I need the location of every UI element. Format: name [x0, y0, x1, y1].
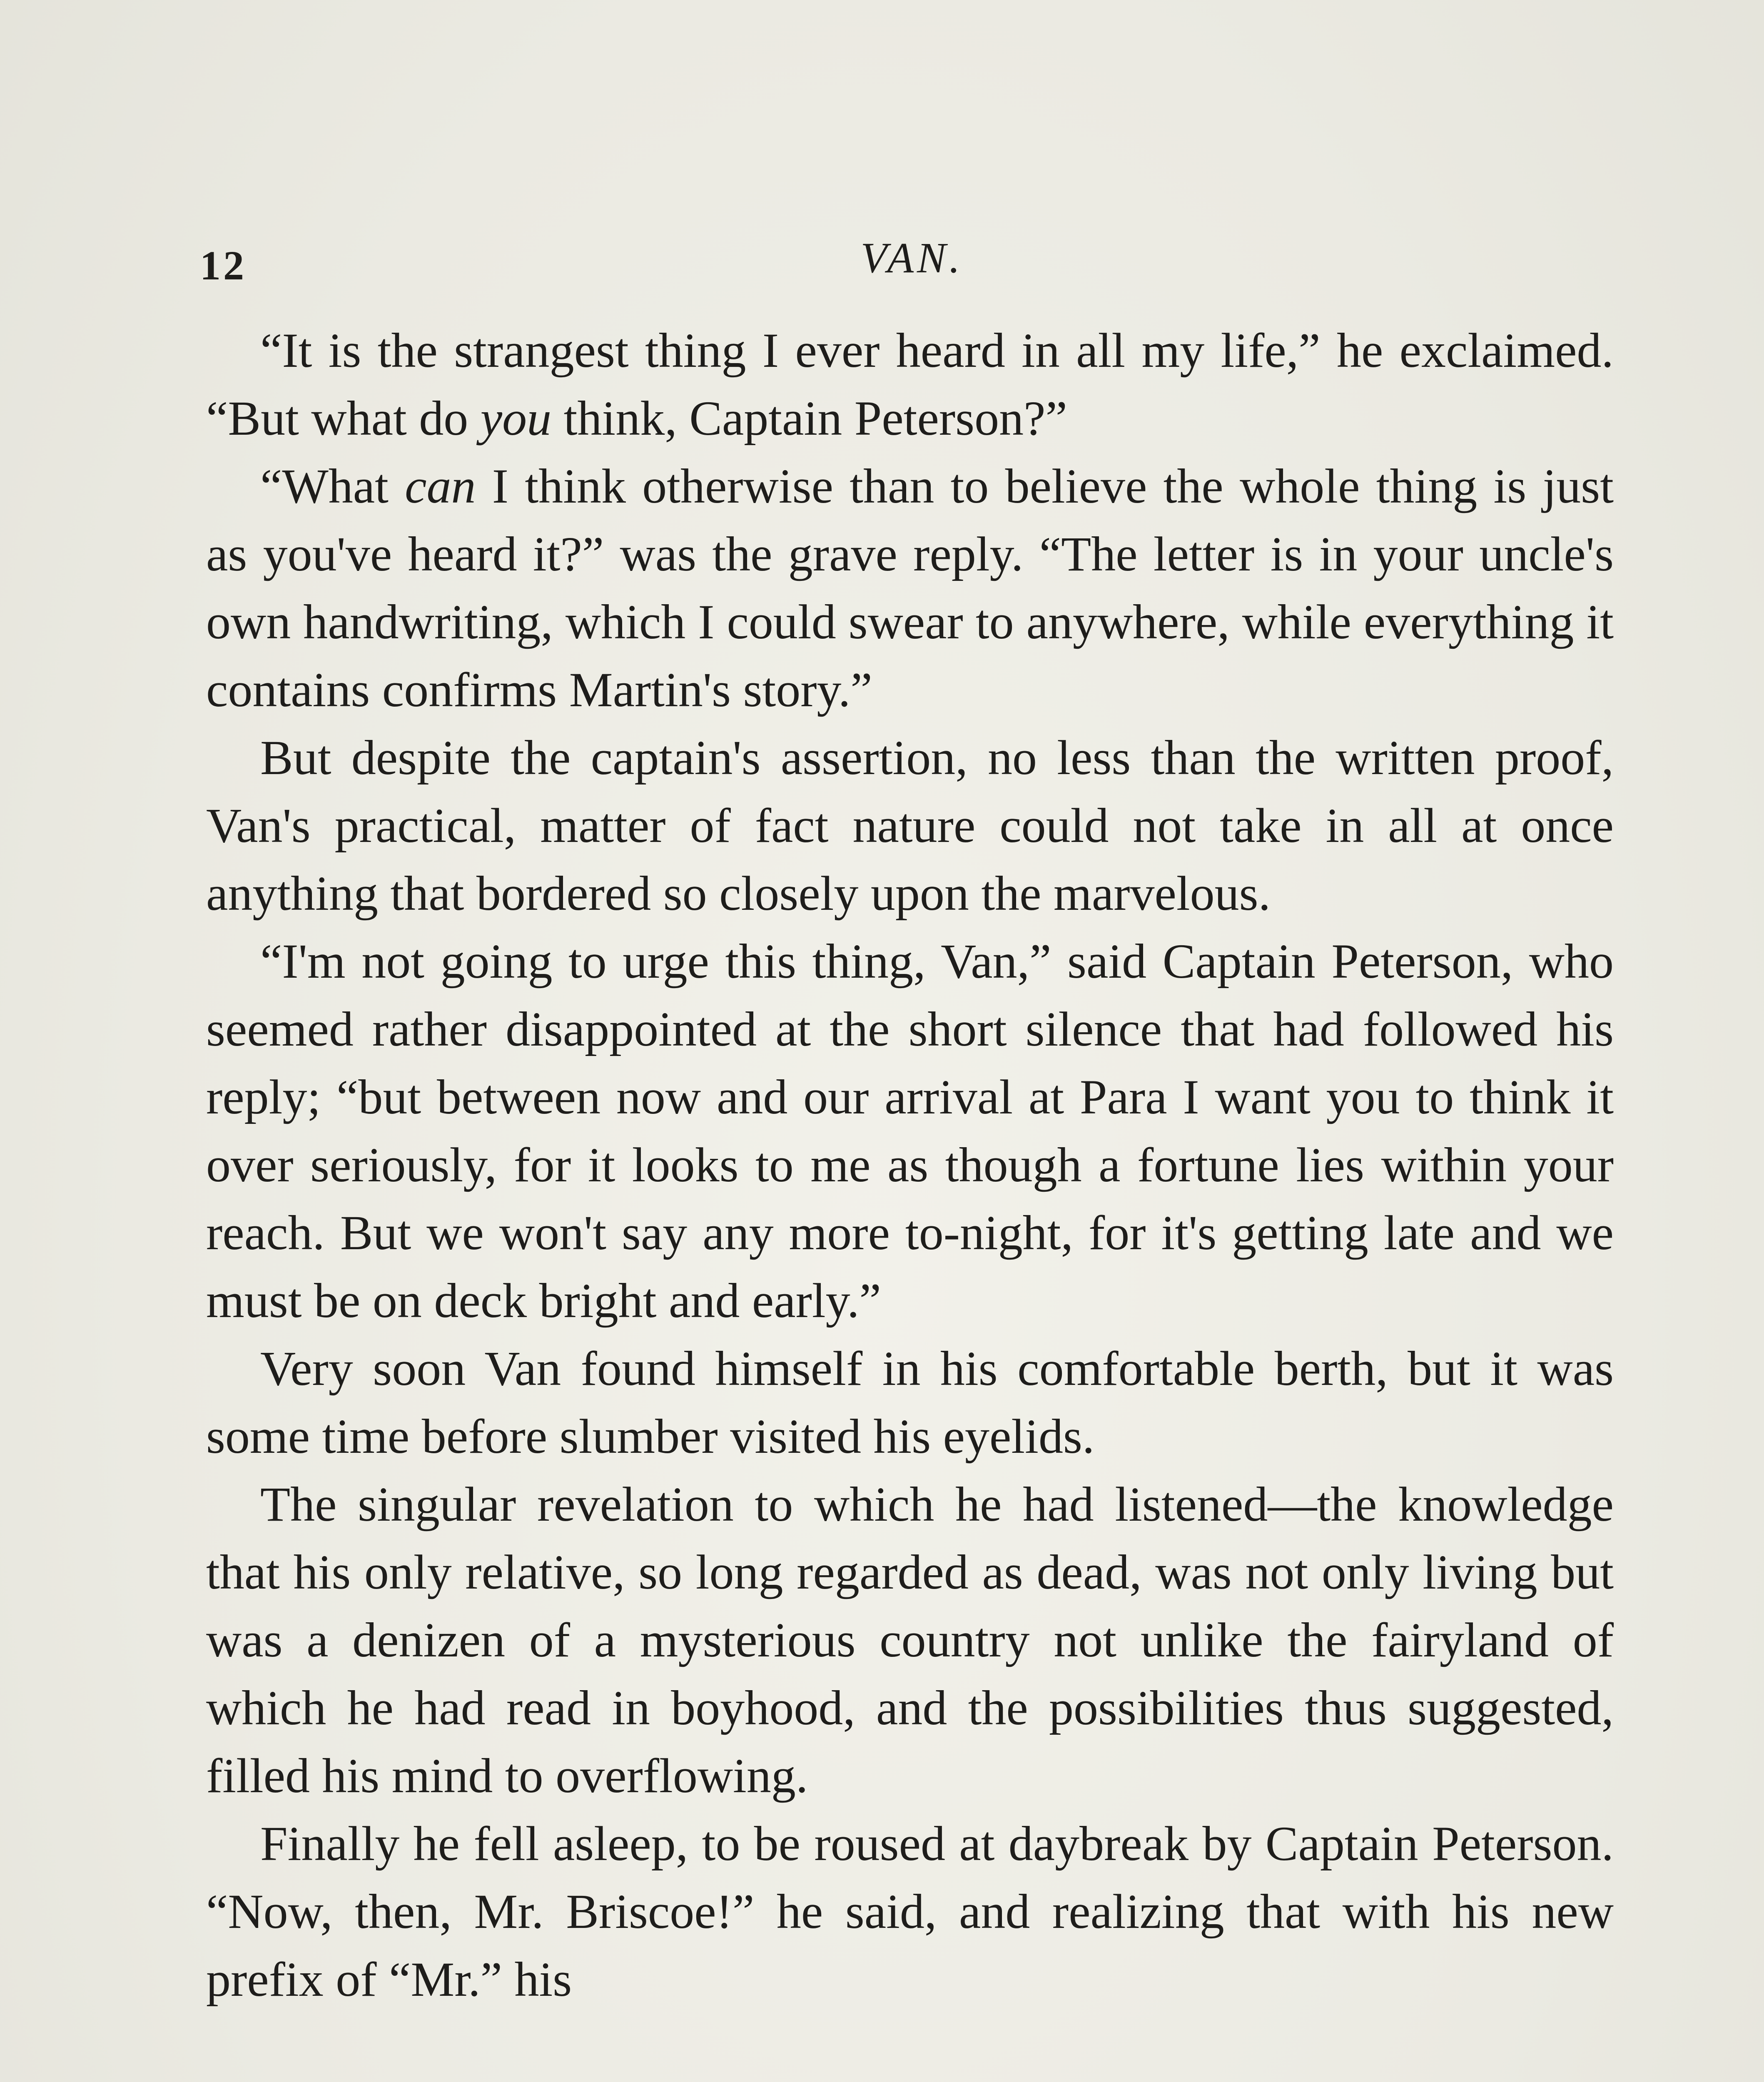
paragraph: [206, 316, 1614, 452]
text-segment: Very soon Van found himself in his comfortable berth, but it was some time before slumber visited his eyelids.: [206, 1341, 1614, 1464]
body-text: [206, 316, 1614, 2013]
text-segment: The singular revelation to which he had listened—the knowledge that his only relative, so long regarded as dead, was not only living but was a denizen of a mysterious country not unlike the fairyland of which he had read in boyhood, and the possibilities thus suggested, filled his mind to overflowing.: [206, 1477, 1614, 1803]
paragraph: [206, 724, 1614, 927]
text-segment: I think otherwise than to believe the whole thing is just as you've heard it?” was the grave reply. “The letter is in your uncle's own handwriting, which I could swear to anywhere, while everything it contains confirms Martin's story.”: [206, 459, 1614, 717]
italic-text: can: [405, 459, 476, 513]
paragraph: [206, 1470, 1614, 1810]
page-number: 12: [200, 242, 247, 289]
paragraph: [206, 452, 1614, 724]
italic-text: you: [480, 391, 552, 446]
text-segment: “What: [260, 459, 405, 513]
page-header: [200, 217, 1624, 300]
paragraph: [206, 927, 1614, 1335]
text-segment: “It is the strangest thing I ever heard in all my life,” he exclaimed. “But what do: [206, 323, 1614, 446]
running-title: VAN.: [860, 234, 964, 282]
paragraph: [206, 1335, 1614, 1470]
text-segment: But despite the captain's assertion, no less than the written proof, Van's practical, matter of fact nature could not take in all at once anything that bordered so closely upon the marvelous.: [206, 730, 1614, 921]
paragraph: [206, 1810, 1614, 2013]
text-segment: Finally he fell asleep, to be roused at daybreak by Captain Peterson. “Now, then, Mr. Briscoe!” he said, and realizing that with his new prefix of “Mr.” his: [206, 1816, 1614, 2007]
text-segment: “I'm not going to urge this thing, Van,” said Captain Peterson, who seemed rather disappointed at the short silence that had followed his reply; “but between now and our arrival at Para I want you to think it over seriously, for it looks to me as though a fortune lies within your reach. But we won't say any more to-night, for it's getting late and we must be on deck bright and early.”: [206, 934, 1614, 1328]
text-segment: think, Captain Peterson?”: [551, 391, 1067, 446]
